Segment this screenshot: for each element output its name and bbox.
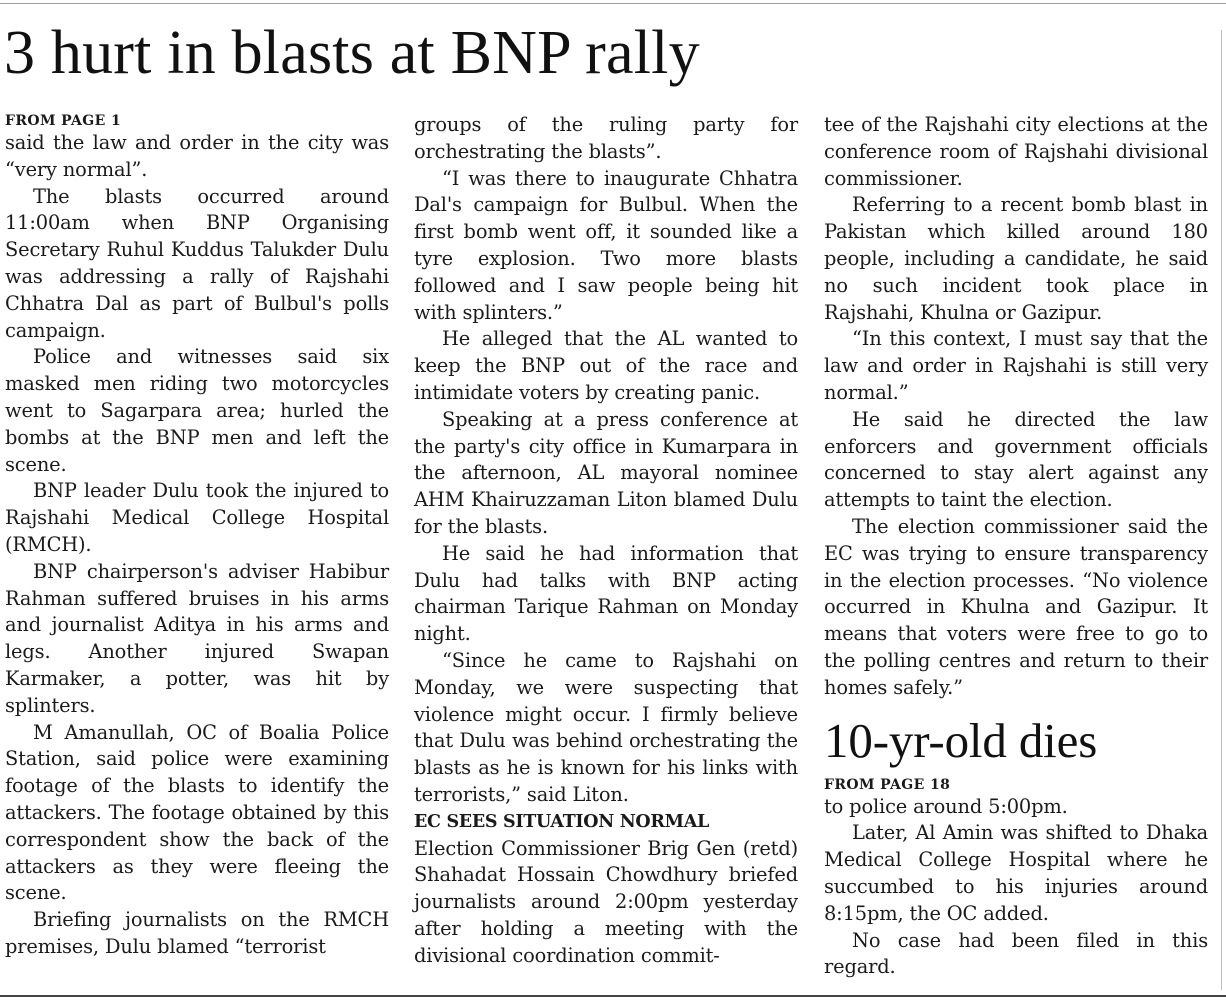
paragraph: said the law and order in the city was “very normal”. bbox=[5, 131, 389, 181]
paragraph: “Since he came to Rajshahi on Monday, we were suspecting that violence might occur. I firmly believe that Dulu was behind orchestrating the blasts as he is known for his links with terrorists,” said Liton. bbox=[414, 648, 798, 806]
column-3 bbox=[824, 112, 1208, 981]
page-title: 3 hurt in blasts at BNP rally bbox=[4, 19, 700, 87]
paragraph: He said he directed the law enforcers and government officials concerned to stay alert against any attempts to taint the election. bbox=[824, 407, 1208, 512]
bottom-rule bbox=[0, 995, 1226, 997]
second-article-title: 10-yr-old dies bbox=[824, 712, 1098, 768]
paragraph: M Amanullah, OC of Boalia Police Station, said police were examining footage of the blasts to identify the attackers. The footage obtained by this correspondent show the back of the attackers as they were fleeing the scene. bbox=[5, 720, 389, 905]
paragraph: Police and witnesses said six masked men riding two motorcycles went to Sagarpara area; hurled the bombs at the BNP men and left the scene. bbox=[5, 345, 389, 476]
column-2 bbox=[414, 112, 798, 970]
continuation-kicker: FROM PAGE 18 bbox=[824, 776, 951, 793]
paragraph: “In this context, I must say that the law and order in Rajshahi is still very normal.” bbox=[824, 327, 1208, 404]
paragraph: He said he had information that Dulu had talks with BNP acting chairman Tarique Rahman on Monday night. bbox=[414, 541, 798, 646]
paragraph: Briefing journalists on the RMCH premises, Dulu blamed “terrorist bbox=[5, 908, 389, 958]
paragraph: groups of the ruling party for orchestrating the blasts”. bbox=[414, 113, 798, 163]
continuation-kicker: FROM PAGE 1 bbox=[5, 113, 122, 129]
paragraph: Speaking at a press conference at the party's city office in Kumarpara in the afternoon, AL mayoral nominee AHM Khairuzzaman Liton blamed Dulu for the blasts. bbox=[414, 407, 798, 538]
paragraph: The election commissioner said the EC was trying to ensure transparency in the election processes. “No violence occurred in Khulna and Gazipur. It means that voters were free to go to the polling centres and return to their homes safely.” bbox=[824, 514, 1208, 699]
paragraph: “I was there to inaugurate Chhatra Dal's campaign for Bulbul. When the first bomb went off, it sounded like a tyre explosion. Two more blasts followed and I saw people being hit with splinters.” bbox=[414, 166, 798, 324]
paragraph: The blasts occurred around 11:00am when BNP Organising Secretary Ruhul Kuddus Talukder Dulu was addressing a rally of Rajshahi Chhatra Dal as part of Bulbul's polls campaign. bbox=[5, 184, 389, 342]
paragraph: BNP chairperson's adviser Habibur Rahman suffered bruises in his arms and journalist Aditya in his arms and legs. Another injured Swapan Karmaker, a potter, was hit by splinters. bbox=[5, 559, 389, 717]
section-subhead: EC SEES SITUATION NORMAL bbox=[414, 811, 709, 832]
paragraph: He alleged that the AL wanted to keep the BNP out of the race and intimidate voters by creating panic. bbox=[414, 327, 798, 404]
paragraph: Later, Al Amin was shifted to Dhaka Medical College Hospital where he succumbed to his injuries around 8:15pm, the OC added. bbox=[824, 821, 1208, 925]
paragraph: to police around 5:00pm. bbox=[824, 794, 1068, 818]
top-rule bbox=[0, 3, 1226, 4]
paragraph: tee of the Rajshahi city elections at the conference room of Rajshahi divisional commissioner. bbox=[824, 113, 1208, 190]
paragraph: No case had been filed in this regard. bbox=[824, 928, 1208, 979]
paragraph: Election Commissioner Brig Gen (retd) Shahadat Hossain Chowdhury briefed journalists around 2:00pm yesterday after holding a meeting with the divisional coordination commit- bbox=[414, 836, 798, 967]
column-1 bbox=[5, 112, 389, 961]
paragraph: Referring to a recent bomb blast in Pakistan which killed around 180 people, including a candidate, he said no such incident took place in Rajshahi, Khulna or Gazipur. bbox=[824, 193, 1208, 324]
paragraph: BNP leader Dulu took the injured to Rajshahi Medical College Hospital (RMCH). bbox=[5, 479, 389, 556]
column-rule bbox=[1221, 30, 1222, 990]
